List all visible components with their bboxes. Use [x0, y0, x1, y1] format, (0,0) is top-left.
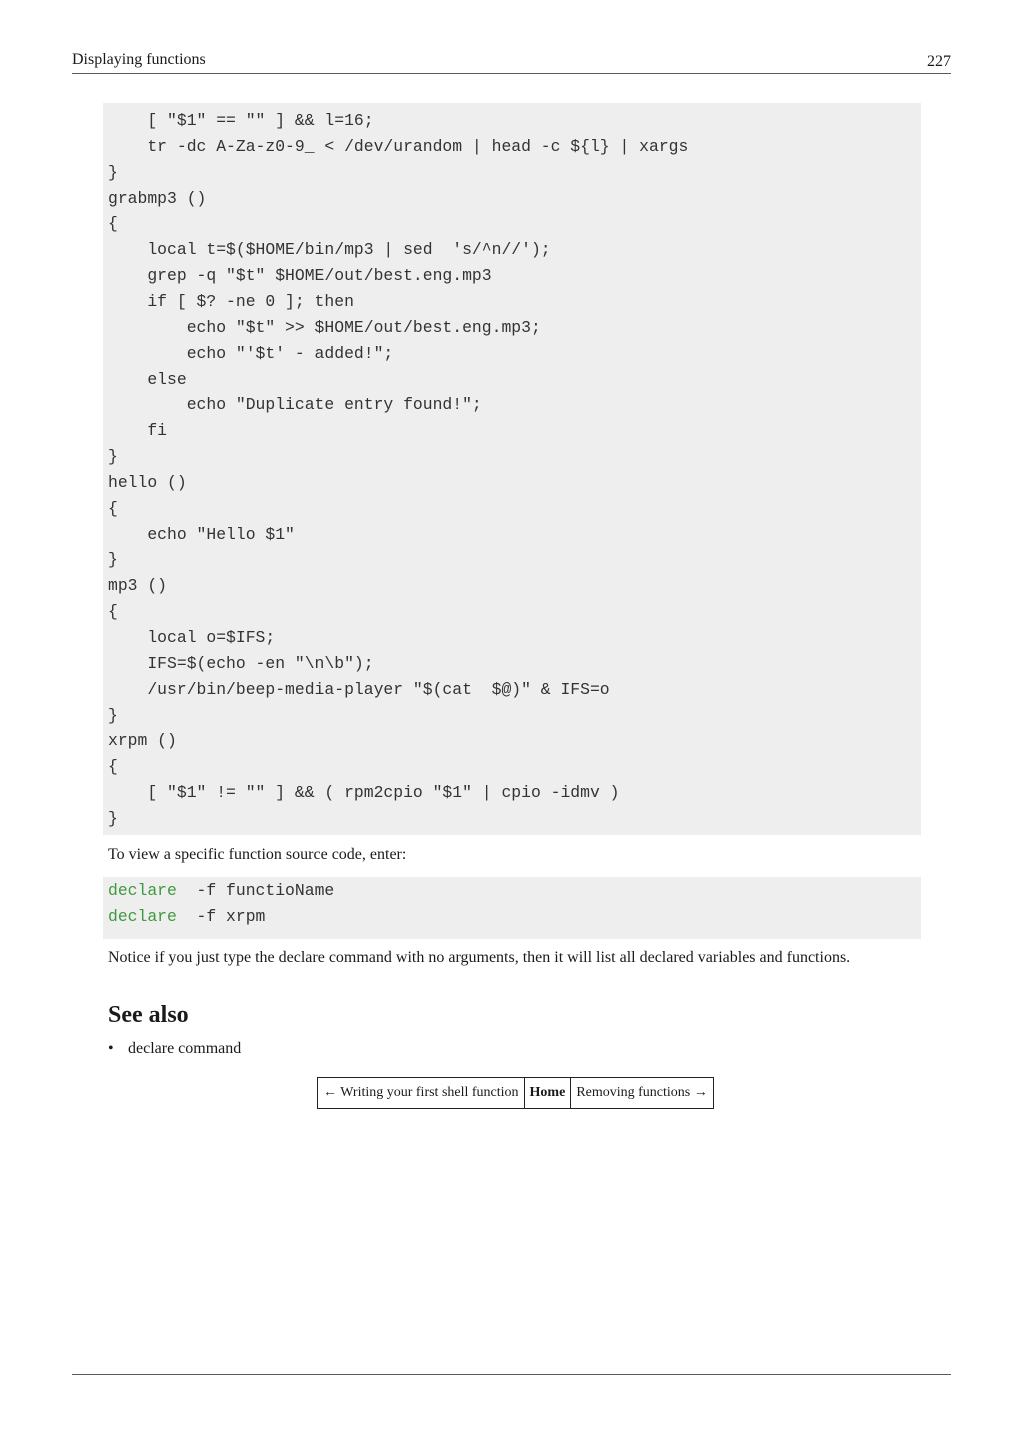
code-line: echo "$t" >> $HOME/out/best.eng.mp3; — [108, 317, 541, 337]
code-line: else — [108, 369, 187, 389]
code-line: echo "Hello $1" — [108, 524, 295, 544]
navigation-table — [317, 1077, 714, 1109]
code-line: { — [108, 602, 118, 622]
see-also-item — [108, 1039, 241, 1059]
code-line — [108, 907, 265, 927]
see-also-link[interactable]: declare command — [128, 1040, 242, 1057]
chapter-title: Displaying functions — [72, 51, 206, 68]
code-line: local t=$($HOME/bin/mp3 | sed 's/^n//'); — [108, 240, 551, 260]
home-link[interactable]: Home — [524, 1078, 571, 1109]
footer-rule — [72, 1374, 951, 1375]
code-keyword: declare — [108, 881, 177, 900]
page-number: 227 — [927, 53, 951, 70]
code-block-declare — [103, 877, 921, 939]
code-line: [ "$1" != "" ] && ( rpm2cpio "$1" | cpio -idmv ) — [108, 783, 620, 803]
running-header — [72, 51, 951, 74]
next-page-link[interactable]: Removing functions → — [571, 1078, 713, 1109]
code-line: echo "Duplicate entry found!"; — [108, 395, 482, 415]
code-line: IFS=$(echo -en "\n\b"); — [108, 653, 374, 673]
code-line: { — [108, 498, 118, 518]
code-line: } — [108, 162, 118, 182]
code-line: mp3 () — [108, 576, 168, 596]
code-line: xrpm () — [108, 731, 177, 751]
code-line: grabmp3 () — [108, 188, 207, 208]
intro-paragraph: To view a specific function source code, enter: — [108, 846, 407, 863]
code-keyword: declare — [108, 907, 177, 926]
code-line: } — [108, 550, 118, 570]
code-arguments: -f functioName — [176, 881, 335, 900]
code-line: local o=$IFS; — [108, 628, 276, 647]
code-line: tr -dc A-Za-z0-9_ < /dev/urandom | head -c ${l} | xargs — [108, 136, 689, 156]
code-line: fi — [108, 421, 168, 441]
code-line: { — [108, 214, 118, 234]
code-line: } — [108, 447, 118, 467]
bullet-marker: • — [108, 1040, 114, 1057]
code-line: echo "'$t' - added!"; — [108, 343, 394, 363]
code-line: hello () — [108, 472, 187, 492]
code-line — [108, 881, 334, 901]
see-also-heading: See also — [108, 1002, 189, 1028]
notice-paragraph: Notice if you just type the declare command with no arguments, then it will list all declared variables and functions. — [108, 949, 851, 966]
code-arguments: -f xrpm — [176, 907, 266, 926]
code-line: { — [108, 757, 118, 777]
code-line: [ "$1" == "" ] && l=16; — [108, 111, 374, 130]
code-line: if [ $? -ne 0 ]; then — [108, 291, 354, 311]
code-line: } — [108, 808, 118, 828]
code-block-functions — [103, 103, 921, 835]
code-line: grep -q "$t" $HOME/out/best.eng.mp3 — [108, 266, 492, 286]
code-line: /usr/bin/beep-media-player "$(cat $@)" & IFS=o — [108, 679, 610, 699]
code-line: } — [108, 705, 118, 725]
prev-page-link[interactable]: ← Writing your first shell function — [318, 1078, 525, 1109]
